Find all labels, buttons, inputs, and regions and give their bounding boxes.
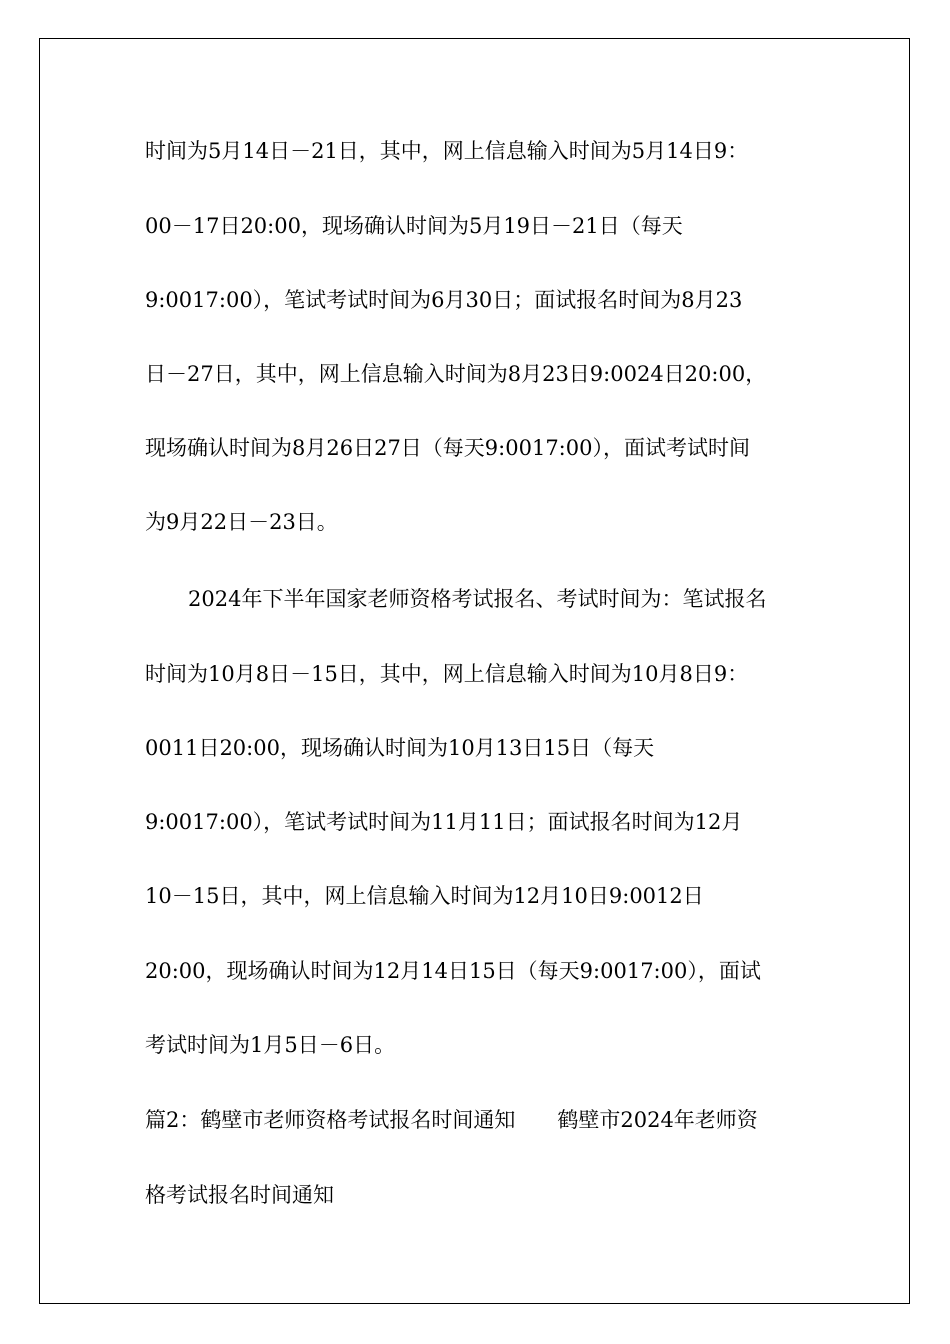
body-text-line: 10－15日，其中，网上信息输入时间为12月10日9:0012日 (145, 884, 704, 908)
body-text-line: 现场确认时间为8月26日27日（每天9:0017:00），面试考试时间 (145, 436, 750, 460)
section-heading-line: 格考试报名时间通知 (145, 1183, 334, 1207)
body-text-line: 日－27日，其中，网上信息输入时间为8月23日9:0024日20:00， (145, 362, 767, 386)
paragraph-first-line: 2024年下半年国家老师资格考试报名、考试时间为：笔试报名 (188, 587, 767, 611)
body-text-line: 为9月22日－23日。 (145, 510, 338, 534)
body-text-line: 00－17日20:00，现场确认时间为5月19日－21日（每天 (145, 214, 683, 238)
body-text-line: 0011日20:00，现场确认时间为10月13日15日（每天 (145, 736, 655, 760)
body-text-line: 20:00，现场确认时间为12月14日15日（每天9:0017:00），面试 (145, 959, 761, 983)
body-text-line: 9:0017:00），笔试考试时间为6月30日；面试报名时间为8月23 (145, 288, 743, 312)
body-text-line: 考试时间为1月5日－6日。 (145, 1033, 396, 1057)
body-text-line: 9:0017:00），笔试考试时间为11月11日；面试报名时间为12月 (145, 810, 743, 834)
body-text-line: 时间为5月14日－21日，其中，网上信息输入时间为5月14日9： (145, 139, 749, 163)
body-text-line: 时间为10月8日－15日，其中，网上信息输入时间为10月8日9： (145, 662, 749, 686)
section-heading-line: 篇2：鹤壁市老师资格考试报名时间通知 鹤壁市2024年老师资 (145, 1108, 758, 1132)
